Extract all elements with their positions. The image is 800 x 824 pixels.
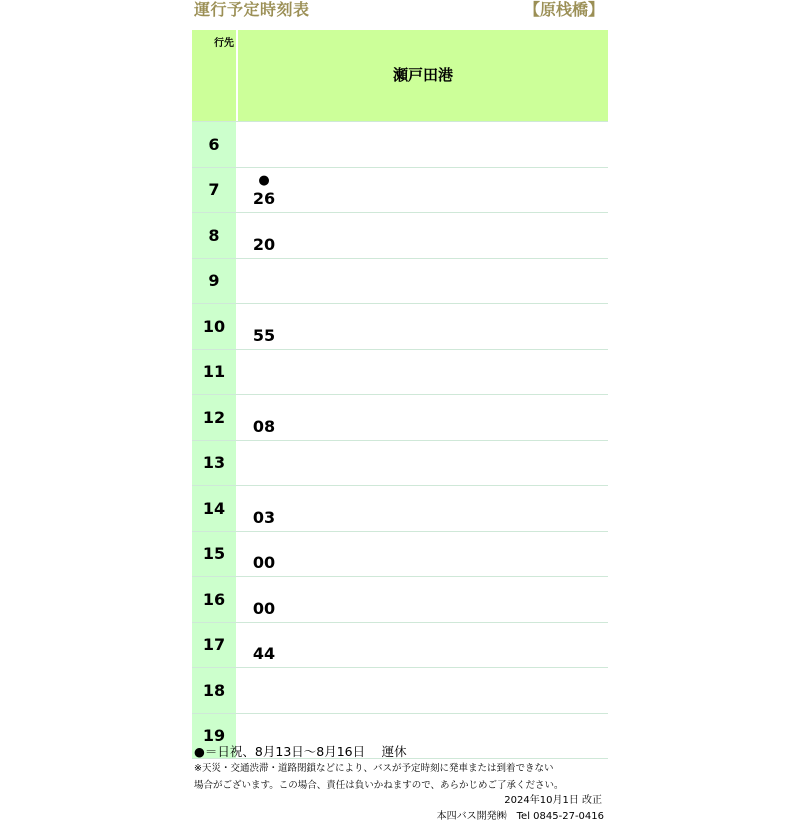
departure-minute: 03	[252, 507, 276, 527]
timetable	[192, 30, 608, 759]
timetable-row	[192, 122, 608, 168]
minutes-cell	[238, 350, 608, 395]
minutes-cell	[238, 259, 608, 304]
departure-entry	[252, 644, 276, 664]
minutes-cell	[238, 304, 608, 349]
minutes-cell	[238, 168, 608, 213]
timetable-row	[192, 304, 608, 350]
minutes-cell	[238, 668, 608, 713]
departure-entry	[252, 417, 276, 437]
revision-date: 2024年10月1日 改正	[504, 795, 602, 806]
departure-entry	[252, 174, 276, 209]
departure-minute: 00	[252, 553, 276, 572]
hour-cell: 12	[192, 395, 238, 440]
hour-cell: 10	[192, 304, 238, 349]
minutes-cell	[238, 213, 608, 258]
hour-cell: 13	[192, 441, 238, 486]
hour-header-label: 行先	[214, 38, 234, 49]
hour-cell: 18	[192, 668, 238, 713]
minutes-cell	[238, 486, 608, 531]
departure-minute: 20	[252, 234, 276, 254]
hour-cell: 19	[192, 714, 238, 759]
minutes-cell	[238, 577, 608, 622]
minutes-cell	[238, 623, 608, 668]
timetable-header-row	[192, 30, 608, 122]
minutes-cell	[238, 441, 608, 486]
hour-cell: 7	[192, 168, 238, 213]
legend: ●＝日祝、8月13日～8月16日 運休	[194, 744, 407, 759]
disclaimer-line-2: 場合がございます。この場合、責任は負いかねますので、あらかじめご了承ください。	[194, 780, 564, 791]
hour-cell: 11	[192, 350, 238, 395]
timetable-row	[192, 350, 608, 396]
timetable-row	[192, 441, 608, 487]
timetable-row	[192, 213, 608, 259]
timetable-row	[192, 259, 608, 305]
minutes-cell	[238, 395, 608, 440]
company-contact: 本四バス開発㈱ Tel 0845-27-0416	[436, 811, 604, 822]
departure-entry	[252, 235, 276, 255]
hour-cell: 17	[192, 623, 238, 668]
stop-name: 【原栈橋】	[523, 0, 604, 19]
minutes-cell	[238, 532, 608, 577]
timetable-body	[192, 122, 608, 759]
departure-entry	[252, 553, 276, 573]
departure-entry	[252, 508, 276, 528]
departure-minute: 55	[252, 325, 276, 345]
timetable-row	[192, 668, 608, 714]
timetable-row	[192, 168, 608, 214]
timetable-row	[192, 395, 608, 441]
hour-cell: 15	[192, 532, 238, 577]
destination-header: 瀬戸田港	[238, 30, 608, 121]
minutes-cell	[238, 122, 608, 167]
hour-cell: 9	[192, 259, 238, 304]
hour-cell: 6	[192, 122, 238, 167]
hour-cell: 14	[192, 486, 238, 531]
timetable-row	[192, 623, 608, 669]
departure-minute: 44	[252, 644, 276, 663]
hour-cell: 8	[192, 213, 238, 258]
timetable-title: 運行予定時刻表	[194, 0, 310, 19]
departure-minute: 26	[252, 189, 276, 208]
hour-column-header	[192, 30, 238, 121]
departure-minute: 00	[252, 598, 276, 618]
timetable-row	[192, 532, 608, 578]
timetable-row	[192, 486, 608, 532]
departure-minute: 08	[252, 416, 276, 436]
holiday-suspension-mark: ●	[258, 173, 270, 188]
hour-cell: 16	[192, 577, 238, 622]
disclaimer-line-1: ※天災・交通渋滞・道路閉鎖などにより、バスが予定時刻に発車または到着できない	[194, 763, 554, 774]
timetable-row	[192, 577, 608, 623]
departure-entry	[252, 599, 276, 619]
departure-entry	[252, 326, 276, 346]
